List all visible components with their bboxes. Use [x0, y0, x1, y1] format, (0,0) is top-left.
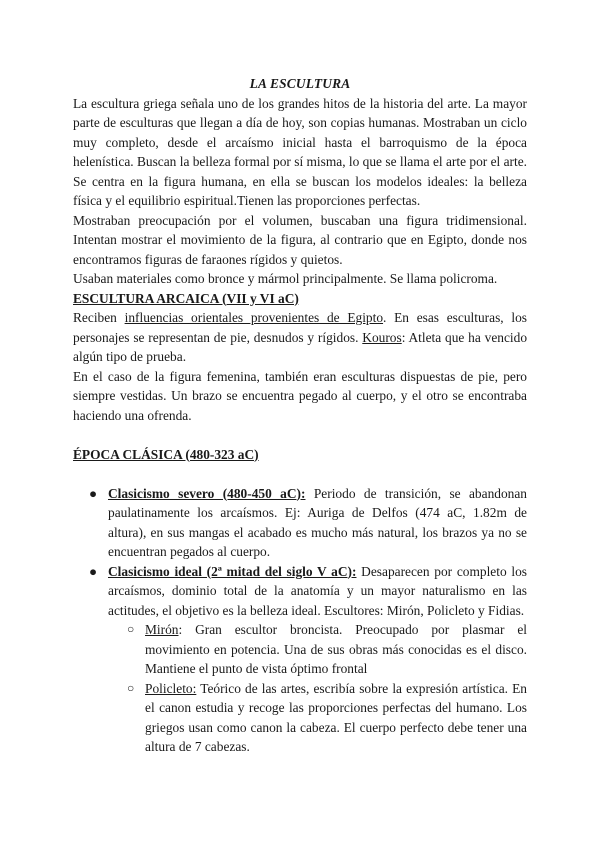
sub-list-item-text: Teórico de las artes, escribía sobre la expresión artística. En el canon estudia y recoge las proporciones perfectas del humano. Los griegos usan como canon la cabeza. El cuerpo perfecto debe tener una altura de 7 cabezas. [145, 680, 527, 754]
section-heading-arcaica: ESCULTURA ARCAICA (VII y VI aC) [73, 290, 299, 306]
section-heading-clasica: ÉPOCA CLÁSICA (480-323 aC) [73, 446, 259, 462]
intro-paragraph-4: Usaban materiales como bronce y mármol principalmente. Se llama policroma. [73, 271, 498, 286]
arcaica-p1-post: : Atleta que ha vencido algún tipo de prueba. [73, 329, 528, 364]
document-title: LA ESCULTURA [249, 76, 351, 91]
sub-list-item-label: Policleto: [145, 680, 197, 696]
arcaica-p1-mid: . En esas esculturas, los personajes se representan de pie, desnudos y rígidos. [73, 310, 527, 345]
arcaica-paragraph-2: En el caso de la figura femenina, también eran esculturas dispuestas de pie, pero siempre vestidas. Un brazo se encuentra pegado al cuerpo, y el otro se encontraba haciendo una ofrenda. [73, 368, 527, 423]
spacer [73, 425, 527, 445]
arcaica-paragraph-1 [73, 308, 527, 367]
kouros-term: Kouros [362, 329, 402, 345]
bullet-icon: ● [89, 563, 98, 579]
sub-list-item-policleto [127, 679, 527, 757]
sub-list-item-label: Mirón [145, 622, 179, 637]
list-item-label: Clasicismo ideal (2ª mitad del siglo V aC): [108, 563, 357, 579]
sculptor-list [108, 620, 527, 757]
hollow-bullet-icon: ○ [127, 680, 135, 695]
sub-list-item-text: : Gran escultor broncista. Preocupado por plasmar el movimiento en potencia. Una de sus obras más conocidas es el disco. Mantiene el punto de vista óptimo frontal [145, 622, 527, 676]
hollow-bullet-icon: ○ [127, 622, 135, 636]
spacer [73, 464, 527, 484]
arcaica-p1-pre: Reciben [73, 310, 125, 325]
bullet-icon: ● [89, 485, 98, 501]
arcaica-influence-phrase: influencias orientales provenientes de Egipto [124, 310, 384, 325]
list-item-text: Periodo de transición, se abandonan paulatinamente los arcaísmos. Ej: Auriga de Delfos (474 aC, 1.82m de altura), en sus mangas el acabado es mucho más natural, los brazos ya no se encuentran pegados al cuerpo. [108, 485, 527, 559]
list-item-label: Clasicismo severo (480-450 aC): [108, 485, 306, 501]
list-item-clasicismo-ideal [89, 562, 527, 757]
intro-paragraph-2: Se centra en la figura humana, en ella se buscan los modelos ideales: la belleza física y el equilibrio espiritual.Tienen las proporciones perfectas. [73, 173, 527, 208]
sub-list-item-miron [127, 620, 527, 679]
list-item-clasicismo-severo [89, 484, 527, 562]
intro-paragraph-1: La escultura griega señala uno de los grandes hitos de la historia del arte. La mayor parte de esculturas que llegan a día de hoy, son copias humanas. Mostraban un ciclo muy completo, desde el arcaísmo inicial hasta el barroquismo de la época helenística. Buscan la belleza formal por sí misma, lo que se llama el arte por el arte. [73, 95, 527, 169]
list-item-text: Desaparecen por completo los arcaísmos, dominio total de la anatomía y un mayor naturalismo en las actitudes, el objetivo es la belleza ideal. Escultores: Mirón, Policleto y Fidias. [108, 563, 527, 618]
intro-paragraph-3: Mostraban preocupación por el volumen, buscaban una figura tridimensional. Intentan mostrar el movimiento de la figura, al contrario que en Egipto, donde nos encontramos figuras de faraones rígidos y quietos. [73, 212, 527, 267]
clasica-list [73, 484, 527, 757]
